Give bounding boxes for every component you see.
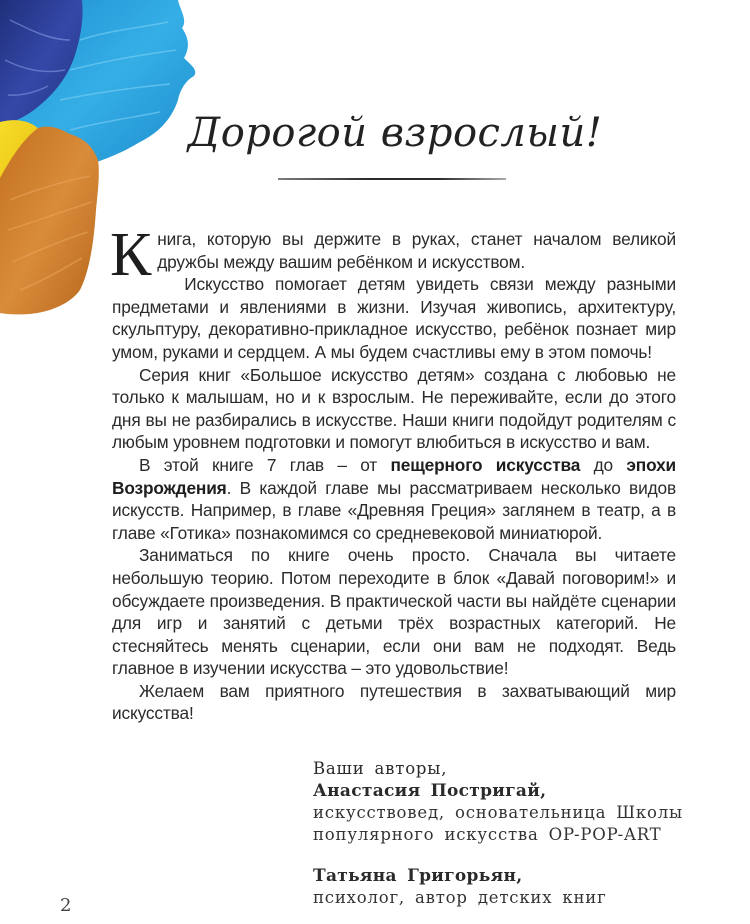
chapters-text-1: В этой книге 7 глав – от [139,454,391,475]
authors-signature [313,758,683,909]
paragraph-intro [110,221,676,289]
paragraph-book-series: Серия книг «Большое искусство детям» создана с любовью не только к малышам, но и к взрослым. Не переживайте, если до этого дня вы не разбирались в искусстве. Наши книги подойдут родителям с любым уровнем подготовки и помогут влюбиться в искусство и вам. [112,364,676,453]
title-underline-divider [278,178,506,180]
page-title: Дорогой взрослый! [187,110,603,156]
author-role: психолог, автор детских книг [313,888,607,907]
chapters-bold-cave-art: пещерного искусства [390,454,581,475]
chapters-text-2: до [580,454,627,475]
paragraph-how-to-use: Заниматься по книге очень просто. Сначала вы читаете небольшую теорию. Потом переходите в блок «Давай поговорим!» и обсуждаете произведения. В практической части вы найдёте сценарии для игр и занятий с детьми трёх возрастных категорий. Не стесняйтесь менять сценарии, если они вам не подходят. Ведь главное в изучении искусства – это удовольствие! [112,545,676,679]
chapters-text-3: . В каждой главе мы рассматриваем несколько видов искусств. Например, в главе «Древняя Греция» заглянем в театр, а в главе «Готика» познакомимся со средневековой миниатюрой. [112,477,676,543]
signature-spacer [313,846,683,865]
page-number: 2 [60,895,72,916]
author-name: Татьяна Григорьян, [313,866,523,886]
author-role: искусствовед, основательница Школы [313,803,683,822]
signature-greeting: Ваши авторы, [313,759,448,778]
author-name: Анастасия Постригай, [313,781,547,801]
paragraph-art-helps: Искусство помогает детям увидеть связи между разными предметами и явлениями в жизни. Изучая живопись, архитектуру, скульптуру, декоративно-прикладное искусство, ребёнок познает мир умом, руками и сердцем. А мы будем счастливы ему в этом помочь! [112,274,676,362]
chapters-bold-renaissance: эпохи Возрождения [112,454,676,498]
paragraph-intro-text: нига, которую вы держите в руках, станет началом великой дружбы между вашим ребёнком и искусством. [157,229,676,272]
paragraph-wishes: Желаем вам приятного путешествия в захватывающий мир искусства! [112,680,676,724]
author-role: популярного искусства OP-POP-ART [313,825,662,844]
letter-body [110,221,676,725]
paragraph-chapters [112,454,676,544]
drop-cap: К [110,221,152,289]
